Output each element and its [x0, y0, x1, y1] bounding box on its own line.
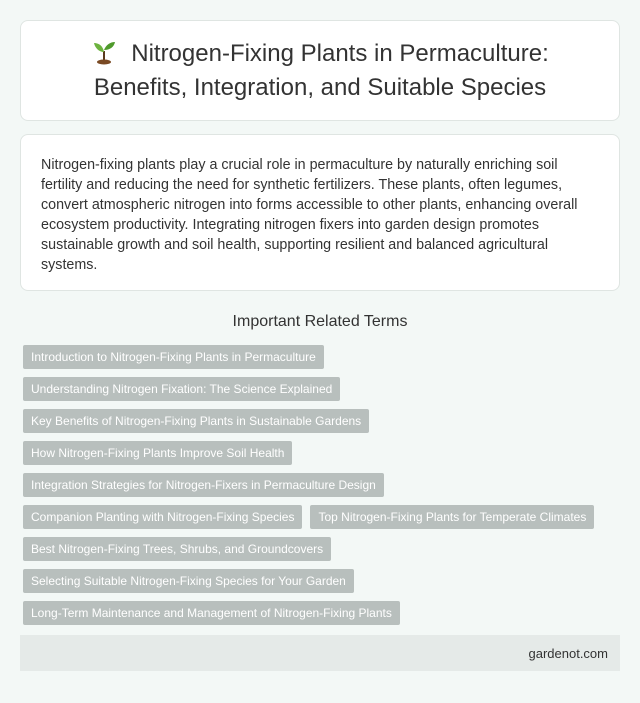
related-term-tag[interactable]: Key Benefits of Nitrogen-Fixing Plants in Sustainable Gardens — [23, 409, 369, 433]
related-terms-heading: Important Related Terms — [232, 313, 408, 330]
related-term-tag[interactable]: Integration Strategies for Nitrogen-Fixers in Permaculture Design — [23, 473, 384, 497]
footer-site-name[interactable]: gardenot.com — [528, 645, 608, 661]
page-title — [51, 39, 589, 103]
related-term-tag[interactable]: Top Nitrogen-Fixing Plants for Temperate Climates — [310, 505, 594, 529]
title-card — [20, 20, 620, 121]
intro-card — [20, 134, 620, 291]
page-title-text: Nitrogen-Fixing Plants in Permaculture: Benefits, Integration, and Suitable Species — [93, 39, 549, 101]
related-term-tag[interactable]: Long-Term Maintenance and Management of Nitrogen-Fixing Plants — [23, 601, 400, 625]
related-terms-list — [20, 345, 620, 625]
related-term-tag[interactable]: Understanding Nitrogen Fixation: The Science Explained — [23, 377, 340, 401]
related-term-tag[interactable]: Companion Planting with Nitrogen-Fixing Species — [23, 505, 302, 529]
related-term-tag[interactable]: Selecting Suitable Nitrogen-Fixing Species for Your Garden — [23, 569, 354, 593]
intro-text: Nitrogen-fixing plants play a crucial role in permaculture by naturally enriching soil fertility and reducing the need for synthetic fertilizers. These plants, often legumes, convert atmospheric nitrogen into forms accessible to other plants, enhancing overall ecosystem productivity. Integrating nitrogen fixers into garden design promotes sustainable growth and soil health, supporting resilient and balanced agricultural systems. — [41, 157, 578, 273]
related-term-tag[interactable]: Best Nitrogen-Fixing Trees, Shrubs, and Groundcovers — [23, 537, 331, 561]
footer — [20, 635, 620, 671]
related-term-tag[interactable]: Introduction to Nitrogen-Fixing Plants in Permaculture — [23, 345, 324, 369]
related-term-tag[interactable]: How Nitrogen-Fixing Plants Improve Soil Health — [23, 441, 292, 465]
sprout-icon — [91, 39, 117, 73]
